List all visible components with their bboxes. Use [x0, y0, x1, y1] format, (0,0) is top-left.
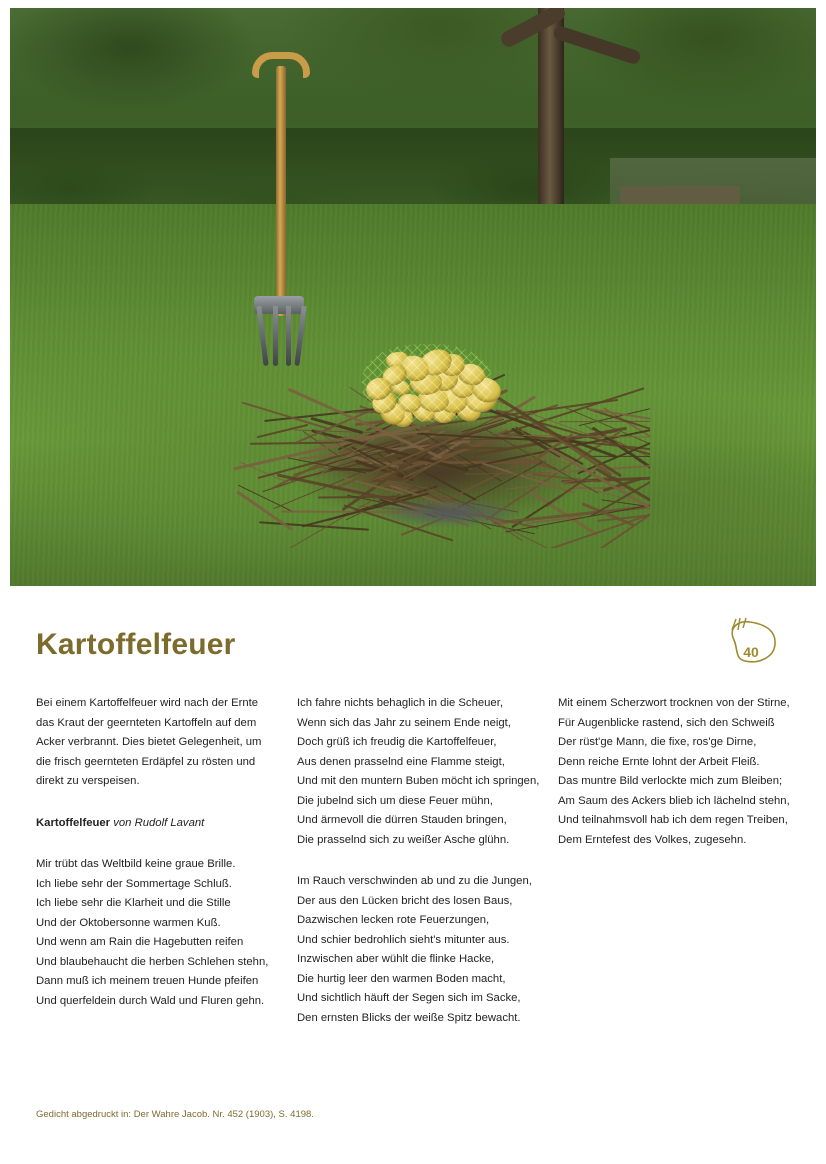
- poem-line: Dem Erntefest des Volkes, zugesehn.: [558, 833, 747, 846]
- poem-line: Inzwischen aber wühlt die flinke Hacke,: [297, 953, 495, 965]
- page-title: Kartoffelfeuer: [36, 628, 236, 661]
- intro-paragraph: Bei einem Kartoffelfeuer wird nach der Ernte das Kraut der geernteten Kartoffeln auf dem Acker verbrannt. Dies bietet Gelegenheit, um die frisch geernteten Erdäpfel zu rösten und direkt zu verspeisen.: [36, 697, 262, 787]
- stanza-3: [297, 872, 530, 1028]
- poem-line: Und mit den muntern Buben möcht ich springen,: [297, 775, 540, 787]
- poem-line: Mit einem Scherzwort trocknen von der Stirne,: [558, 697, 790, 709]
- source-note: Gedicht abgedruckt in: Der Wahre Jacob. Nr. 452 (1903), S. 4198.: [36, 1109, 314, 1120]
- poem-line: Für Augenblicke rastend, sich den Schweiß: [558, 716, 775, 729]
- page-number-badge: [718, 614, 784, 670]
- garden-bench: [620, 186, 740, 204]
- poem-author: von Rudolf Lavant: [113, 816, 205, 829]
- poem-line: Doch grüß ich freudig die Kartoffelfeuer,: [297, 736, 497, 748]
- poem-line: Das muntre Bild verlockte mich zum Bleiben;: [558, 775, 783, 787]
- text-columns: [36, 694, 792, 1050]
- poem-line: Mir trübt das Weltbild keine graue Brille.: [36, 858, 236, 870]
- fork-handle: [276, 66, 286, 316]
- poem-line: Ich liebe sehr die Klarheit und die Stille: [36, 897, 231, 909]
- potato-outline-icon: [718, 614, 784, 670]
- net-mesh: [362, 344, 492, 422]
- poem-line: Dann muß ich meinem treuen Hunde pfeifen: [36, 975, 259, 987]
- stanza-1: [36, 855, 269, 1011]
- poem-line: Und querfeldein durch Wald und Fluren gehn.: [36, 994, 265, 1007]
- poem-credit: [36, 814, 269, 834]
- stanza-4: [558, 694, 791, 850]
- poem-line: Dazwischen lecken rote Feuerzungen,: [297, 914, 490, 926]
- poem-line: Der rüst'ge Mann, die fixe, ros'ge Dirne,: [558, 736, 757, 748]
- poem-line: Die jubelnd sich um diese Feuer mühn,: [297, 794, 493, 807]
- poem-line: Die hurtig leer den warmen Boden macht,: [297, 972, 506, 985]
- poem-line: Am Saum des Ackers blieb ich lächelnd stehn,: [558, 794, 790, 807]
- potato-sack: [362, 344, 492, 422]
- ash-patch: [350, 493, 550, 533]
- poem-line: Wenn sich das Jahr zu seinem Ende neigt,: [297, 716, 511, 729]
- poem-line: Und teilnahmsvoll hab ich dem regen Treiben,: [558, 814, 788, 826]
- poem-line: Denn reiche Ernte lohnt der Arbeit Fleiß.: [558, 755, 760, 768]
- poem-line: Die prasselnd sich zu weißer Asche glühn.: [297, 833, 510, 846]
- column-2: [297, 694, 540, 1050]
- poem-line: Und blaubehaucht die herben Schlehen stehn,: [36, 955, 269, 968]
- poem-line: Ich fahre nichts behaglich in die Scheuer,: [297, 697, 503, 709]
- poem-line: Der aus den Lücken bricht des losen Baus,: [297, 894, 513, 907]
- digging-fork-icon: [238, 38, 328, 368]
- poem-line: Und wenn am Rain die Hagebutten reifen: [36, 936, 244, 948]
- poem-line: Und ärmevoll die dürren Stauden bringen,: [297, 814, 507, 826]
- poem-line: Ich liebe sehr der Sommertage Schluß.: [36, 877, 232, 890]
- poem-title: Kartoffelfeuer: [36, 816, 111, 829]
- stanza-2: [297, 694, 540, 850]
- poem-line: Und der Oktobersonne warmen Kuß.: [36, 916, 221, 929]
- poem-line: Aus denen prasselnd eine Flamme steigt,: [297, 755, 505, 768]
- article-body: [0, 586, 826, 1164]
- column-3: [558, 694, 791, 1050]
- poem-line: Im Rauch verschwinden ab und zu die Jungen,: [297, 875, 532, 887]
- header-photo: [10, 8, 816, 586]
- poem-line: Und schier bedrohlich sieht's mitunter aus.: [297, 933, 510, 946]
- column-1: [36, 694, 269, 1050]
- poem-line: Und sichtlich häuft der Segen sich im Sacke,: [297, 992, 521, 1004]
- page-number: 40: [743, 644, 759, 660]
- poem-line: Den ernsten Blicks der weiße Spitz bewacht.: [297, 1011, 521, 1024]
